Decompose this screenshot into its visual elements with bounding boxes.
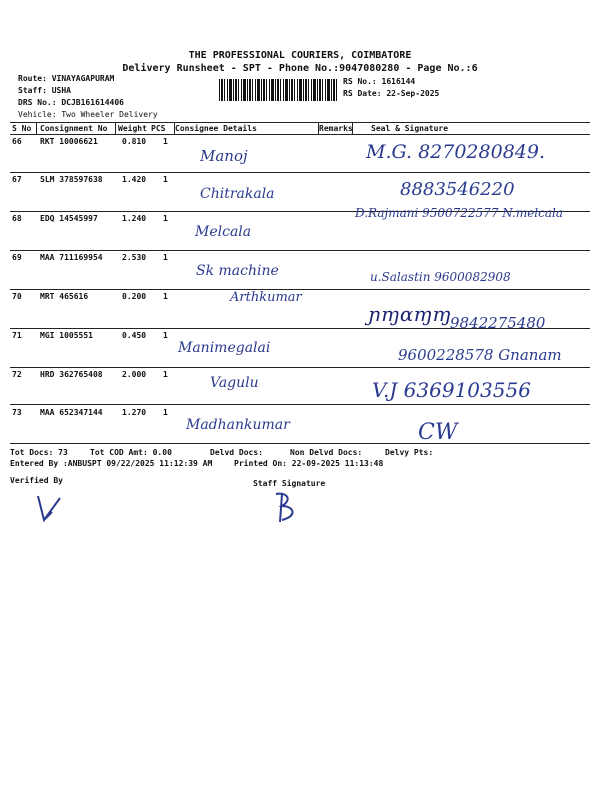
rs-number: RS No.: 1616144 — [343, 77, 416, 86]
drs-label: DRS No.: DCJB161614406 — [18, 98, 124, 107]
verified-by-label: Verified By — [10, 476, 63, 485]
consignee-handwriting: Melcala — [195, 224, 252, 240]
row-pcs: 1 — [163, 408, 168, 417]
col-pcs: PCS — [151, 124, 166, 133]
consignee-handwriting: Arthkumar — [230, 290, 302, 305]
scribble-signature: ɲɱɑɱɱ — [368, 302, 452, 326]
row-sno: 73 — [12, 408, 22, 417]
row-sno: 71 — [12, 331, 22, 340]
row-consignment: EDQ 14545997 — [40, 214, 98, 223]
row-consignment: MAA 652347144 — [40, 408, 103, 417]
delivery-points: Delvy Pts: — [385, 448, 434, 457]
seal-handwriting: CW — [418, 420, 458, 445]
row-consignment: SLM 378597638 — [40, 175, 103, 184]
total-cod: Tot COD Amt: 0.00 — [90, 448, 172, 457]
col-weight: Weight — [118, 124, 147, 133]
vehicle-label: Vehicle: Two Wheeler Delivery — [18, 110, 158, 119]
staff-label: Staff: USHA — [18, 86, 71, 95]
col-remarks: Remarks — [319, 124, 353, 133]
row-consignment: MGI 1005551 — [40, 331, 93, 340]
consignee-handwriting: Chitrakala — [200, 186, 275, 202]
entered-by: Entered By :ANBUSPT 09/22/2025 11:12:39 AM — [10, 459, 213, 468]
row-weight: 2.000 — [122, 370, 147, 379]
runsheet-title: Delivery Runsheet - SPT - Phone No.:9047080280 - Page No.:6 — [122, 63, 478, 74]
row-pcs: 1 — [163, 292, 168, 301]
seal-handwriting: 8883546220 — [400, 179, 515, 200]
consignee-handwriting: Vagulu — [210, 375, 259, 391]
row-weight: 0.200 — [122, 292, 147, 301]
row-consignment: RKT 10006621 — [40, 137, 98, 146]
consignee-handwriting: Sk machine — [196, 263, 279, 279]
row-weight: 1.420 — [122, 175, 147, 184]
row-sno: 70 — [12, 292, 22, 301]
seal-handwriting: 9842275480 — [450, 314, 546, 332]
seal-handwriting: M.G. 8270280849. — [366, 141, 545, 163]
seal-handwriting: V.J 6369103556 — [372, 378, 531, 402]
row-pcs: 1 — [163, 175, 168, 184]
row-sno: 67 — [12, 175, 22, 184]
row-weight: 2.530 — [122, 253, 147, 262]
consignee-handwriting: Manimegalai — [178, 340, 271, 356]
route-label: Route: VINAYAGAPURAM — [18, 74, 115, 83]
printed-on: Printed On: 22-09-2025 11:13:48 — [234, 459, 384, 468]
row-consignment: MRT 465616 — [40, 292, 89, 301]
row-pcs: 1 — [163, 214, 168, 223]
row-pcs: 1 — [163, 331, 168, 340]
col-consignment: Consignment No — [40, 124, 108, 133]
row-sno: 72 — [12, 370, 22, 379]
row-sno: 69 — [12, 253, 22, 262]
non-delivered-docs: Non Delvd Docs: — [290, 448, 363, 457]
consignee-handwriting: Madhankumar — [186, 417, 290, 433]
seal-handwriting: 9600228578 Gnanam — [398, 346, 562, 364]
company-title: THE PROFESSIONAL COURIERS, COIMBATORE — [188, 50, 412, 61]
col-seal: Seal & Signature — [371, 124, 449, 133]
col-consignee: Consignee Details — [175, 124, 257, 133]
consignee-handwriting: Manoj — [200, 147, 248, 165]
row-pcs: 1 — [163, 137, 168, 146]
staff-signature-mark — [268, 490, 308, 526]
seal-handwriting: u.Salastin 9600082908 — [370, 270, 511, 284]
row-weight: 0.810 — [122, 137, 147, 146]
staff-signature-label: Staff Signature — [253, 479, 326, 488]
rs-date: RS Date: 22-Sep-2025 — [343, 89, 440, 98]
total-docs: Tot Docs: 73 — [10, 448, 68, 457]
barcode — [219, 79, 339, 101]
delivered-docs: Delvd Docs: — [210, 448, 263, 457]
row-weight: 1.270 — [122, 408, 147, 417]
seal-handwriting: D.Rajmani 9500722577 N.melcala — [355, 206, 564, 220]
col-sno: S No — [12, 124, 32, 133]
row-pcs: 1 — [163, 253, 168, 262]
row-pcs: 1 — [163, 370, 168, 379]
row-consignment: HRD 362765408 — [40, 370, 103, 379]
row-sno: 68 — [12, 214, 22, 223]
row-consignment: MAA 711169954 — [40, 253, 103, 262]
verifier-signature — [30, 490, 70, 530]
row-weight: 0.450 — [122, 331, 147, 340]
row-sno: 66 — [12, 137, 22, 146]
row-weight: 1.240 — [122, 214, 147, 223]
